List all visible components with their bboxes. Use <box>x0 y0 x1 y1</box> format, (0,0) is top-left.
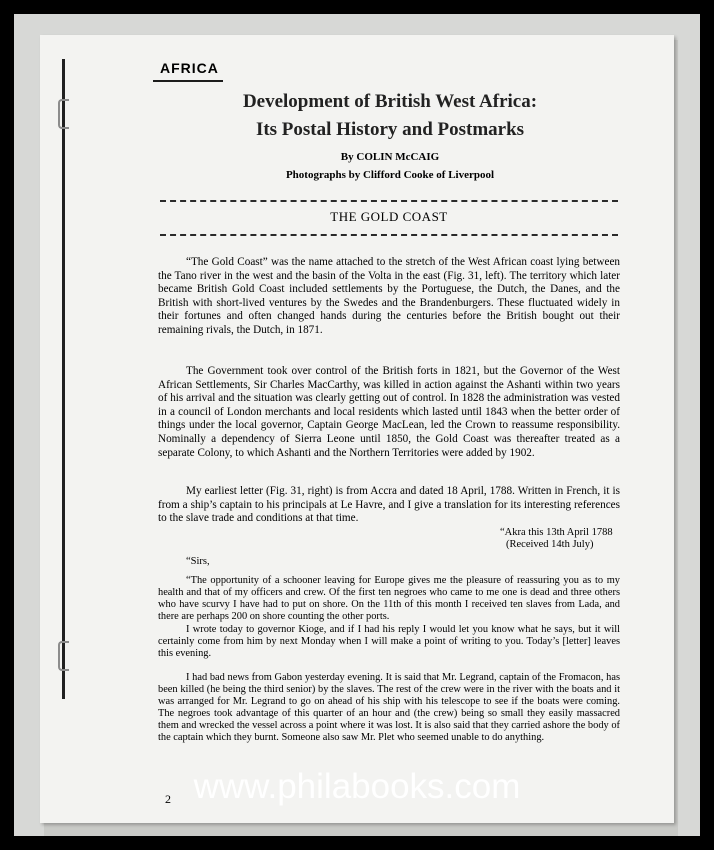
body-paragraph: The Government took over control of the British forts in 1821, but the Governor of the West African Settlements, Sir Charles MacCarthy, was killed in action against the Ashanti within two years of his arrival and the situation was clearly getting out of control. In 1828 the administration was vested in a council of London merchants and local residents which lasted until 1843 when the better order of things under the local governor, Captain George MacLean, led the Crown to reassume responsibility. Nominally a dependency of Sierra Leone until 1850, the Gold Coast was thereafter treated as a separate Colony, to which Ashanti and the Northern Territories were added by 1902. <box>158 365 620 459</box>
letter-date: “Akra this 13th April 1788 <box>500 527 613 538</box>
section-label-rule <box>153 80 223 82</box>
body-paragraph: “The Gold Coast” was the name attached to the stretch of the West African coast lying between the Tano river in the west and the basin of the Volta in the east (Fig. 31, left). The territory which later became British Gold Coast included settlements by the Portuguese, the Dutch, the Danes, and the British with short-lived ventures by the Swedes and the Brandenburgers. These fluctuated widely in their fortunes and often changed hands during the centuries before the British bought out their remaining rivals, the Dutch, in 1871. <box>158 256 620 336</box>
dashed-divider-bottom <box>160 234 618 236</box>
website-watermark[interactable]: www.philabooks.com <box>193 767 521 806</box>
letter-dateline <box>500 527 630 551</box>
letter-paragraph: I wrote today to governor Kioge, and if I had his reply I would let you know what he says, but it will certainly come from him by next Monday when I will make a point of writing to you. Today’s [letter] leaves this evening. <box>158 624 620 659</box>
letter-paragraph: I had bad news from Gabon yesterday evening. It is said that Mr. Legrand, captain of the Fromacon, has been killed (he being the third senior) by the slaves. The rest of the crew were in the river with the boats and it was arranged for Mr. Legrand to go on ahead of his ship with his telescope to see if the boats were coming. The negroes took advantage of this quarter of an hour and (the crew) being so small they easily massacred them and wrecked the vessel across a point where it was lost. It is also said that they carried ashore the body of the captain which they burnt. Someone also saw Mr. Plet who seemed unable to do anything. <box>158 672 620 743</box>
article-title-line-2: Its Postal History and Postmarks <box>255 119 525 140</box>
author-byline: By COLIN McCAIG <box>340 151 440 163</box>
letter-paragraph: “The opportunity of a schooner leaving for Europe gives me the pleasure of reassuring you as to my health and that of my officers and crew. Of the first ten negroes who came to me one is dead and three others who have scurvy I have had to put on shore. On the 11th of this month I received ten slaves from Lada, and there are perhaps 200 on shore counting the other ports. <box>158 575 620 622</box>
page-number: 2 <box>165 792 171 806</box>
section-subheading: THE GOLD COAST <box>330 209 448 224</box>
body-paragraph: My earliest letter (Fig. 31, right) is from Accra and dated 18 April, 1788. Written in French, it is from a ship’s captain to his principals at Le Havre, and I give a translation for its interesting references to the slave trade and conditions at that time. <box>158 485 620 525</box>
dashed-divider-top <box>160 200 618 202</box>
photo-credit: Photographs by Clifford Cooke of Liverpool <box>285 169 495 181</box>
letter-salutation: “Sirs, <box>186 556 210 567</box>
section-label: AFRICA <box>160 60 219 76</box>
letter-received: (Received 14th July) <box>506 539 594 550</box>
article-title-line-1: Development of British West Africa: <box>242 91 538 112</box>
